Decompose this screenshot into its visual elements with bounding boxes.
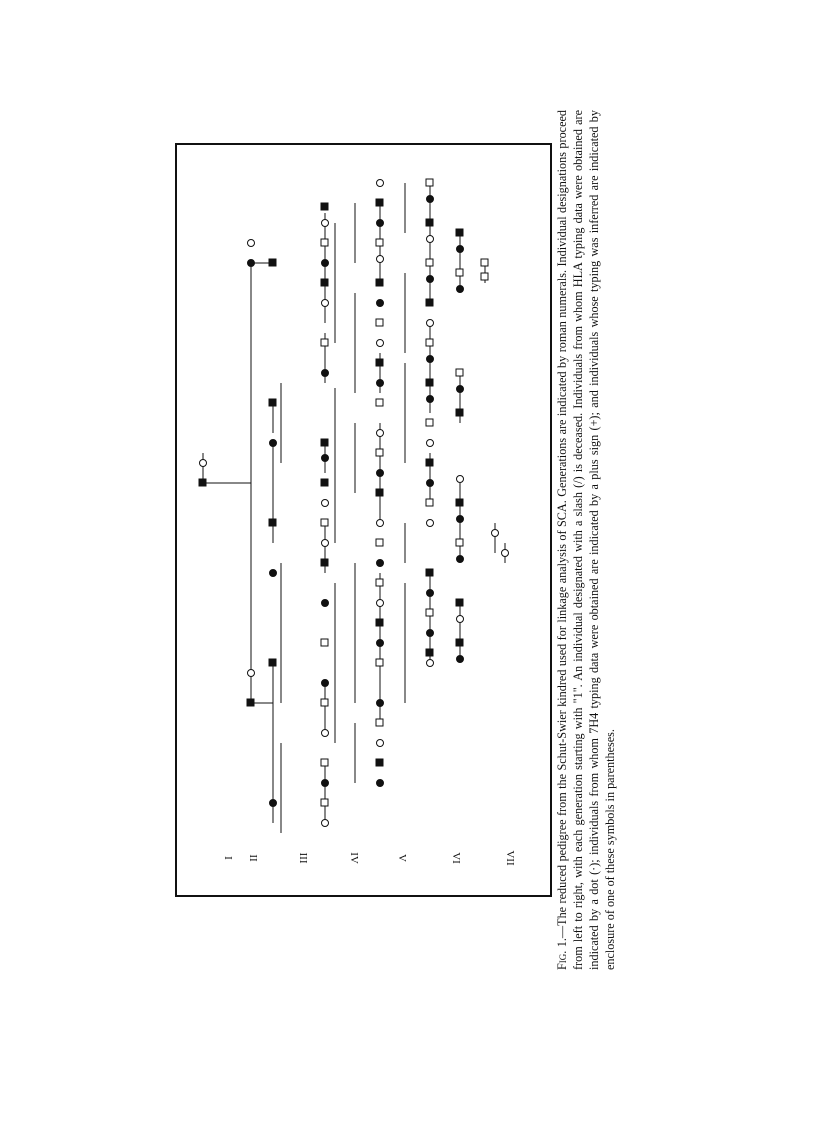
- generation-label-vi: VI: [450, 852, 462, 864]
- pedigree-lines: [203, 183, 505, 833]
- caption-lead: Fig. 1.: [555, 938, 569, 970]
- pedigree-chart: [175, 143, 552, 897]
- pedigree-symbols: [199, 179, 509, 827]
- generation-label-i: I: [222, 856, 234, 860]
- generation-label-ii: II: [247, 854, 259, 862]
- generation-label-v: V: [396, 854, 408, 862]
- generation-label-vii: VII: [504, 850, 516, 866]
- symbol-square-affected: [199, 479, 206, 486]
- generation-label-iii: III: [297, 852, 309, 864]
- figure-caption: [554, 110, 618, 970]
- caption-text: —The reduced pedigree from the Schut-Swier kindred used for linkage analysis of SCA. Generations are indicated by roman numerals. Individual designations proceed from left to right, with each generation starting with "1". An individual designated with a slash (/) is deceased. Individuals from whom HLA typing data were obtained are indicated by a dot (·); individuals from whom 7H4 typing data were obtained are indicated by a plus sign (+); and individuals whose typing was inferred are indicated by enclosure of one of these symbols in parentheses.: [555, 110, 617, 970]
- generation-label-iv: IV: [348, 852, 360, 864]
